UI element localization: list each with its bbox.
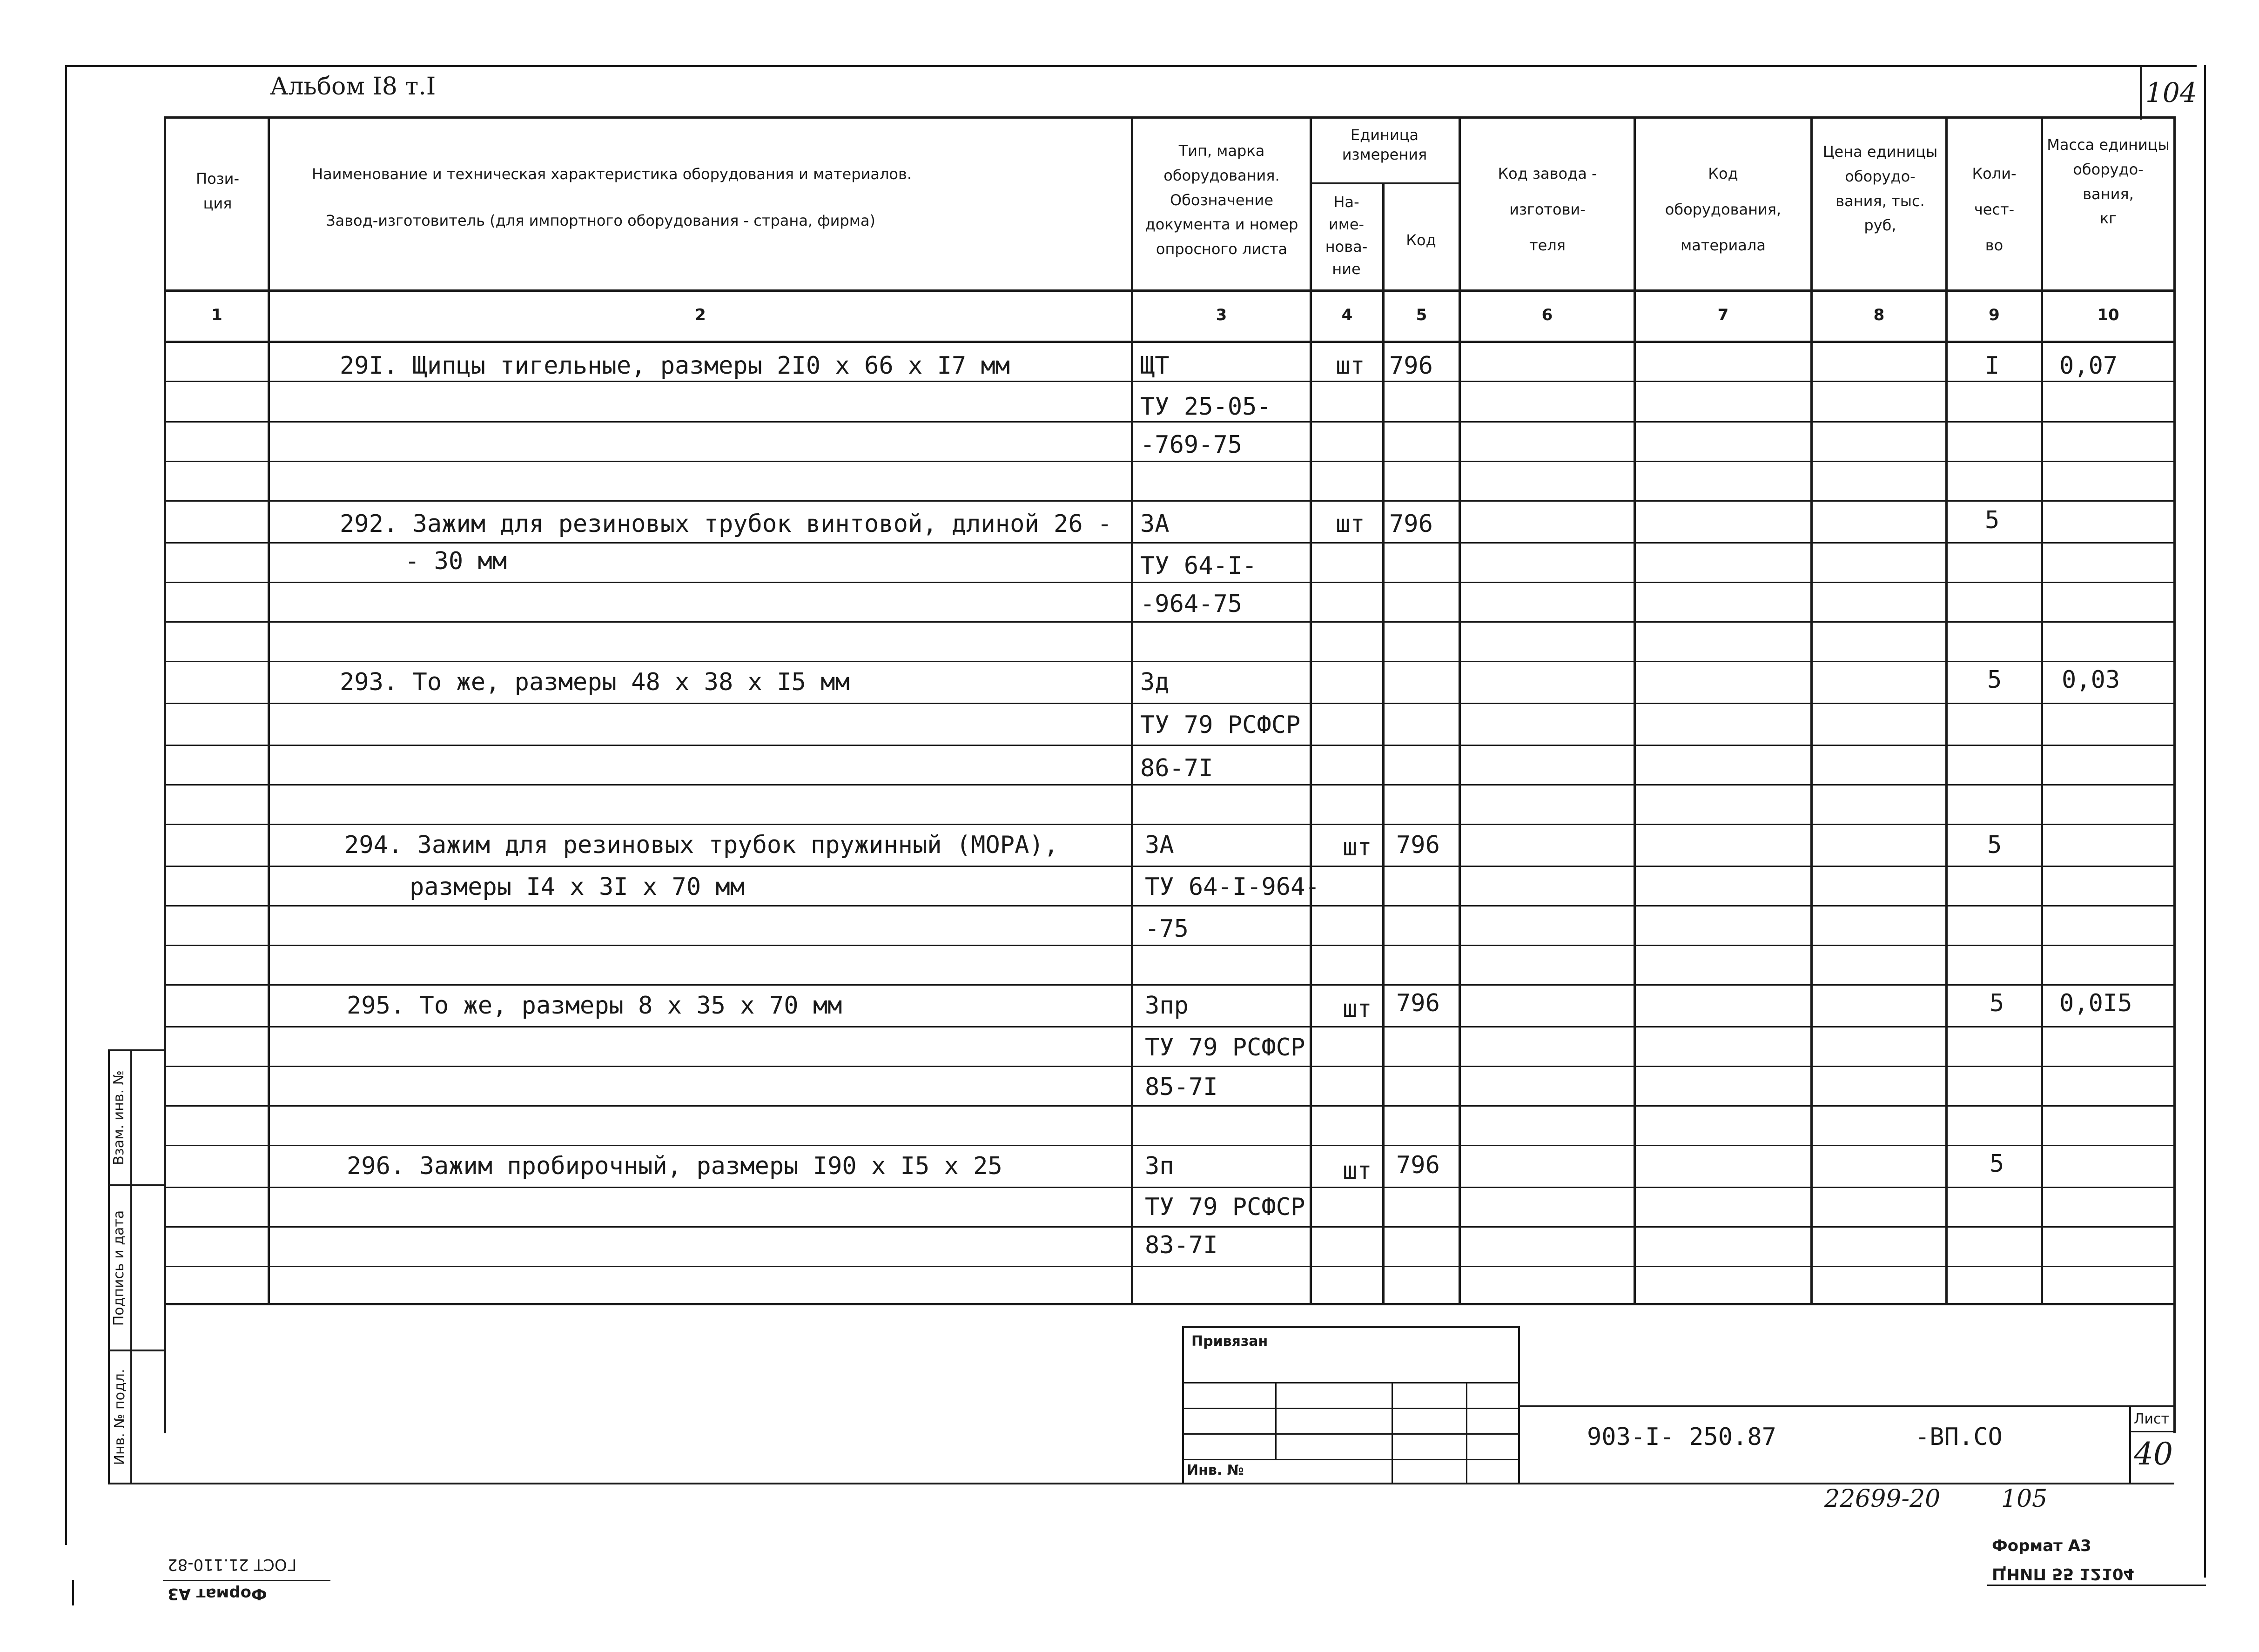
- col-rule-6: [1634, 116, 1636, 1304]
- table-top-border: [164, 116, 2174, 119]
- item-quantity: I: [1985, 352, 2000, 380]
- outer-frame-right: [2204, 65, 2206, 1578]
- bound-label: Привязан: [1191, 1333, 1268, 1350]
- item-type: Зп: [1145, 1152, 1174, 1180]
- item-quantity: 5: [1990, 989, 2004, 1017]
- row-rule: [164, 1226, 2174, 1228]
- row-rule: [164, 381, 2174, 382]
- document-suffix: -ВП.СО: [1915, 1423, 2003, 1451]
- item-quantity: 5: [1990, 1150, 2004, 1178]
- item-type: -769-75: [1140, 431, 1243, 459]
- item-quantity: 5: [1987, 831, 2002, 859]
- col-number-4: 4: [1341, 306, 1353, 324]
- item-quantity: 5: [1985, 506, 2000, 534]
- row-rule: [164, 661, 2174, 662]
- header-position: Пози- ция: [196, 170, 239, 212]
- header-price: Цена единицы оборудо- вания, тыс. руб,: [1822, 143, 1938, 235]
- item-type: ТУ 79 РСФСР: [1145, 1034, 1305, 1061]
- side-stamp-inv-orig: Инв. № подл.: [112, 1369, 128, 1465]
- side-stamp-divider: [130, 1049, 132, 1484]
- footer-left-tick: [72, 1580, 74, 1605]
- outer-frame-top: [65, 65, 2197, 67]
- row-rule: [164, 703, 2174, 704]
- order-page: 105: [2001, 1485, 2048, 1513]
- row-rule: [164, 461, 2174, 462]
- col-number-10: 10: [2097, 306, 2119, 324]
- title-block-bottom: [164, 1483, 2174, 1484]
- col-rule-2: [1131, 116, 1133, 1304]
- row-rule: [164, 984, 2174, 986]
- item-type: ТУ 79 РСФСР: [1140, 711, 1301, 739]
- col-number-5: 5: [1416, 306, 1427, 324]
- col-rule-7: [1810, 116, 1813, 1304]
- header-name-line1: Наименование и техническая характеристика оборудования и материалов.: [312, 165, 912, 183]
- item-unit: шт: [1343, 995, 1372, 1023]
- doc-box-top: [1518, 1405, 2174, 1407]
- row-rule: [164, 1187, 2174, 1188]
- footer-rule-left: [163, 1580, 330, 1581]
- item-code: 796: [1396, 989, 1440, 1017]
- outer-frame-left: [65, 65, 67, 1545]
- item-type: Зд: [1140, 668, 1170, 696]
- album-label: Альбом I8 т.I: [270, 73, 436, 101]
- sheet-number: 40: [2134, 1436, 2173, 1472]
- bound-box-col: [1275, 1382, 1277, 1459]
- header-equipment-code: Код оборудования, материала: [1665, 165, 1782, 254]
- bound-box-col: [1466, 1382, 1467, 1484]
- col-number-8: 8: [1873, 306, 1885, 324]
- item-mass: 0,03: [2062, 666, 2120, 694]
- item-unit: шт: [1343, 833, 1372, 861]
- header-mass: Масса единицы оборудо- вания, кг: [2047, 136, 2170, 228]
- footer-rule-right: [1987, 1585, 2206, 1586]
- sheet-box-rule: [2129, 1431, 2174, 1432]
- col-rule-3: [1310, 116, 1312, 1304]
- header-unit-name: На- име- нова- ние: [1325, 193, 1368, 278]
- item-code: 796: [1396, 1151, 1440, 1179]
- item-type: 83-7I: [1145, 1231, 1218, 1259]
- bound-box-rule: [1182, 1408, 1519, 1409]
- col-rule-9: [2041, 116, 2043, 1304]
- header-unit-group: Единица измерения: [1342, 126, 1427, 163]
- bound-box-rule: [1182, 1459, 1519, 1460]
- col-rule-8: [1945, 116, 1948, 1304]
- row-rule: [164, 824, 2174, 825]
- document-code: 903-I- 250.87: [1587, 1423, 1776, 1451]
- item-type: -75: [1145, 915, 1189, 943]
- row-rule: [164, 1105, 2174, 1107]
- row-rule: [164, 421, 2174, 423]
- item-type: ЩТ: [1140, 352, 1170, 380]
- header-quantity: Коли- чест- во: [1972, 165, 2017, 254]
- item-type: ТУ 64-I-: [1140, 552, 1257, 580]
- item-code: 796: [1389, 352, 1433, 380]
- format-label-right: Формат А3: [1992, 1537, 2091, 1555]
- col-rule-4: [1382, 182, 1385, 1304]
- sheet-box-left: [2129, 1405, 2131, 1484]
- bound-box-rule: [1182, 1382, 1519, 1383]
- header-name-line2: Завод-изготовитель (для импортного оборудования - страна, фирма): [326, 212, 875, 229]
- row-rule: [164, 1026, 2174, 1027]
- cnip-label-right: ЦНИП 55 12104: [1992, 1565, 2135, 1583]
- col-number-6: 6: [1541, 306, 1553, 324]
- header-unit-code: Код: [1406, 231, 1436, 249]
- row-rule: [164, 621, 2174, 623]
- row-rule: [164, 1266, 2174, 1267]
- header-bottom-rule: [164, 289, 2174, 292]
- row-rule: [164, 500, 2174, 502]
- format-label-mirrored: Формат А3: [168, 1585, 267, 1603]
- col-rule-1: [268, 116, 270, 1304]
- bound-box-left: [1182, 1326, 1184, 1484]
- table-right-border: [2173, 116, 2176, 1433]
- item-unit: шт: [1336, 352, 1365, 380]
- col-number-3: 3: [1216, 306, 1227, 324]
- item-mass: 0,0I5: [2059, 989, 2132, 1017]
- col-rule-5: [1459, 116, 1461, 1304]
- item-name: 296. Зажим пробирочный, размеры I90 х I5 х 25: [347, 1152, 1002, 1180]
- item-code: 796: [1389, 510, 1433, 538]
- item-code: 796: [1396, 831, 1440, 859]
- row-rule: [164, 945, 2174, 946]
- item-type: Зпр: [1145, 992, 1189, 1020]
- gost-label-mirrored: ГОСТ 21.110-82: [168, 1555, 297, 1574]
- item-name: 294. Зажим для резиновых трубок пружинный (МОРА),: [344, 831, 1059, 859]
- item-unit: шт: [1336, 510, 1365, 538]
- col-number-7: 7: [1717, 306, 1729, 324]
- col-number-1: 1: [211, 306, 222, 324]
- item-name-cont: - 30 мм: [405, 547, 507, 575]
- item-type: 85-7I: [1145, 1073, 1218, 1101]
- item-type: ЗА: [1140, 510, 1170, 538]
- bound-box-top: [1182, 1326, 1519, 1328]
- item-unit: шт: [1343, 1157, 1372, 1185]
- row-rule: [164, 582, 2174, 583]
- item-name: 29I. Щипцы тигельные, размеры 2I0 х 66 х I7 мм: [340, 352, 1010, 380]
- inv-no-label: Инв. №: [1187, 1462, 1244, 1478]
- item-type: 86-7I: [1140, 754, 1213, 782]
- side-stamp-left: [108, 1049, 110, 1484]
- row-rule: [164, 905, 2174, 907]
- item-name: 293. То же, размеры 48 х 38 х I5 мм: [340, 668, 850, 696]
- item-type: ТУ 64-I-964-: [1145, 873, 1320, 901]
- row-rule: [164, 1145, 2174, 1146]
- bound-box-rule: [1182, 1433, 1519, 1435]
- item-type: ТУ 25-05-: [1140, 393, 1271, 421]
- row-rule: [164, 866, 2174, 867]
- item-name-cont: размеры I4 х 3I х 70 мм: [410, 873, 745, 901]
- item-name: 295. То же, размеры 8 х 35 х 70 мм: [347, 992, 842, 1020]
- row-rule: [164, 745, 2174, 746]
- item-type: ТУ 79 РСФСР: [1145, 1193, 1305, 1221]
- item-quantity: 5: [1987, 666, 2002, 694]
- row-rule: [164, 542, 2174, 544]
- corner-box-left: [2140, 66, 2142, 120]
- header-factory-code: Код завода - изготови- теля: [1498, 165, 1597, 254]
- side-stamp-replace-inv: Взам. инв. №: [111, 1070, 127, 1165]
- corner-sheet-number: 104: [2145, 77, 2197, 108]
- header-type: Тип, марка оборудования. Обозначение документа и номер опросного листа: [1145, 142, 1298, 258]
- row-rule: [164, 1066, 2174, 1067]
- col-number-2: 2: [695, 306, 706, 324]
- colnum-bottom-rule: [164, 341, 2174, 343]
- bound-box-col: [1392, 1382, 1393, 1484]
- item-type: -964-75: [1140, 590, 1243, 618]
- table-bottom-rule: [164, 1303, 2174, 1305]
- sheet-label: Лист: [2134, 1411, 2170, 1427]
- order-number: 22699-20: [1824, 1485, 1941, 1513]
- item-mass: 0,07: [2059, 352, 2118, 380]
- side-stamp-sign-date: Подпись и дата: [111, 1210, 127, 1326]
- item-type: ЗА: [1145, 831, 1174, 859]
- item-name: 292. Зажим для резиновых трубок винтовой, длиной 26 -: [340, 510, 1112, 538]
- col-number-9: 9: [1989, 306, 2000, 324]
- row-rule: [164, 784, 2174, 786]
